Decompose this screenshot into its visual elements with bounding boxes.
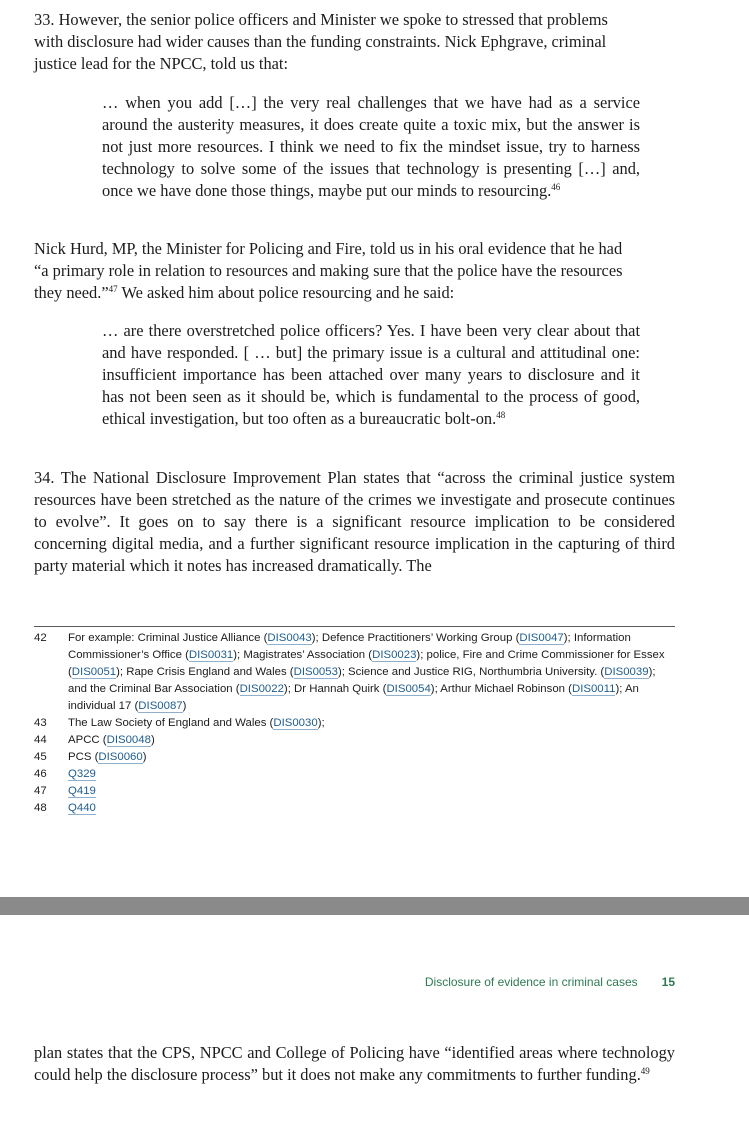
evidence-link[interactable]: DIS0047 (519, 632, 564, 644)
footnote-number: 46 (34, 768, 47, 780)
footnote-text (68, 630, 675, 715)
quote-line: to resourcing. (461, 181, 552, 200)
evidence-link[interactable]: DIS0022 (239, 683, 284, 695)
evidence-link[interactable]: DIS0031 (188, 649, 234, 661)
quote-line: … when you add […] the very real challenges that we have had as a service (102, 93, 640, 112)
footnote-divider (34, 626, 675, 627)
footnote-text-part: The Law Society of England and Wales ( (68, 717, 274, 729)
footnote-text-part: APCC ( (68, 734, 107, 746)
paragraph-line: to be considered concerning digital media, and a further significant resource implication (34, 512, 675, 553)
footnote-number: 43 (34, 717, 47, 729)
quote-line: … are there overstretched police officers? Yes. I have been very clear about (102, 321, 611, 340)
footnote-text-part: ); Science and Justice RIG, Northumbria University. ( (337, 666, 605, 678)
quote-hurd (102, 320, 640, 430)
footnote-text-part: ); An individual 17 ( (68, 683, 639, 712)
paragraph-line: “a primary role in relation to resources and making sure that the police have the resources (34, 261, 623, 280)
footnote-text-part: ); Defence Practitioners’ Working Group ( (311, 632, 520, 644)
footnote-text-part: ); Arthur Michael Robinson ( (430, 683, 572, 695)
question-link[interactable]: Q440 (68, 802, 96, 814)
evidence-link[interactable]: DIS0087 (138, 700, 183, 712)
paragraph-line: 33. However, the senior police officers and Minister we spoke to stressed that problems (34, 10, 608, 29)
running-header-title: Disclosure of evidence in criminal cases (424, 975, 638, 989)
footnote-text-part: ); Magistrates’ Association ( (233, 649, 373, 661)
paragraph-line: further funding. (537, 1065, 641, 1084)
footnote-42 (34, 630, 675, 715)
footnote-ref-48[interactable]: 48 (496, 410, 506, 420)
footnote-text (68, 732, 675, 749)
evidence-link[interactable]: DIS0043 (267, 632, 312, 644)
running-header (0, 975, 675, 989)
paragraph-line: they need.” (34, 283, 109, 302)
footnote-text-part: For example: Criminal Justice Alliance ( (68, 632, 268, 644)
footnote-text-part: ); police, Fire and Crime Commissioner for Essex ( (68, 649, 665, 678)
quote-ephgrave (102, 92, 640, 202)
footnote-text-part: ); Dr Hannah Quirk ( (283, 683, 387, 695)
paragraph-line: Nick Hurd, MP, the Minister for Policing and Fire, told us in his oral evidence that he had (34, 239, 623, 258)
quote-line: that and have responded. [ … but] the primary issue is a cultural and (102, 321, 640, 362)
evidence-link[interactable]: DIS0060 (98, 751, 143, 763)
paragraph-line: justice lead for the NPCC, told us that: (34, 54, 289, 73)
footnote-ref-46[interactable]: 46 (551, 182, 561, 192)
footnote-text (68, 783, 675, 800)
footnote-text-part: ) (150, 734, 155, 746)
footnote-number: 47 (34, 785, 47, 797)
evidence-link[interactable]: DIS0053 (293, 666, 338, 678)
paragraph-line: plan states that the CPS, NPCC and College of Policing have “identified areas where (34, 1043, 598, 1062)
question-link[interactable]: Q329 (68, 768, 96, 780)
footnote-text-part: ) (142, 751, 147, 763)
evidence-link[interactable]: DIS0054 (386, 683, 431, 695)
footnote-ref-49[interactable]: 49 (640, 1066, 650, 1076)
page-number: 15 (661, 975, 675, 989)
paragraph-line: prosecute continues to evolve”. It goes on to say there is a significant resource implication (34, 490, 675, 531)
quote-line: attitudinal one: insufficient importance has been attached over many years (102, 343, 640, 384)
footnote-text-part: ); Rape Crisis England and Wales ( (116, 666, 294, 678)
footnote-text-part: ); (317, 717, 325, 729)
quote-line: answer is not just more resources. I think we need to fix the mindset issue, (102, 115, 640, 156)
paragraph-line: in the capturing of third party material which it notes has increased dramatically. The (34, 534, 675, 575)
footnote-45 (34, 749, 675, 766)
paragraph-33 (34, 9, 675, 75)
page-break-band (0, 897, 749, 915)
paragraph-line: 34. The National Disclosure Improvement Plan states that “across the criminal justice (34, 468, 623, 487)
evidence-link[interactable]: DIS0030 (273, 717, 318, 729)
quote-line: try to harness technology to solve some of the issues that technology is (102, 137, 640, 178)
paragraph-continuation (34, 1042, 675, 1086)
evidence-link[interactable]: DIS0023 (372, 649, 417, 661)
question-link[interactable]: Q419 (68, 785, 96, 797)
quote-line: to disclosure and it has not been seen as it should be, which is fundamental (102, 365, 640, 406)
footnote-46 (34, 766, 675, 783)
paragraph-line: technology could help the disclosure process” but it does not make any commitments to (34, 1043, 675, 1084)
footnote-text (68, 766, 675, 783)
footnote-text (68, 715, 675, 732)
paragraph-line: with disclosure had wider causes than the funding constraints. Nick Ephgrave, criminal (34, 32, 607, 51)
quote-line: bolt-on. (444, 409, 497, 428)
evidence-link[interactable]: DIS0048 (106, 734, 151, 746)
quote-line: presenting […] and, once we have done those things, maybe put our minds (102, 159, 640, 200)
footnote-text (68, 749, 675, 766)
footnote-number: 45 (34, 751, 47, 763)
footnote-number: 42 (34, 632, 47, 644)
footnote-44 (34, 732, 675, 749)
paragraph-line: We asked him about police resourcing and he said: (117, 283, 455, 302)
evidence-link[interactable]: DIS0039 (604, 666, 649, 678)
footnote-text-part: ) (182, 700, 187, 712)
footnote-43 (34, 715, 675, 732)
footnote-48 (34, 800, 675, 817)
quote-line: to the process of good, ethical investigation, but too often as a bureaucratic (102, 387, 641, 428)
footnote-number: 48 (34, 802, 47, 814)
footnote-text-part: ); Information Commissioner’s Office ( (68, 632, 631, 661)
paragraph-line: system resources have been stretched as the nature of the crimes we investigate and (34, 468, 675, 509)
evidence-link[interactable]: DIS0051 (71, 666, 117, 678)
footnote-ref-47[interactable]: 47 (108, 284, 118, 294)
paragraph-34 (34, 467, 675, 577)
footnotes (34, 630, 675, 817)
footnote-text-part: ); and the Criminal Bar Association ( (68, 666, 656, 695)
footnote-number: 44 (34, 734, 47, 746)
quote-line: around the austerity measures, it does create quite a toxic mix, but the (102, 115, 573, 134)
footnote-text-part: PCS ( (68, 751, 99, 763)
footnote-47 (34, 783, 675, 800)
paragraph-hurd (34, 238, 675, 304)
evidence-link[interactable]: DIS0011 (571, 683, 616, 695)
footnote-text (68, 800, 675, 817)
